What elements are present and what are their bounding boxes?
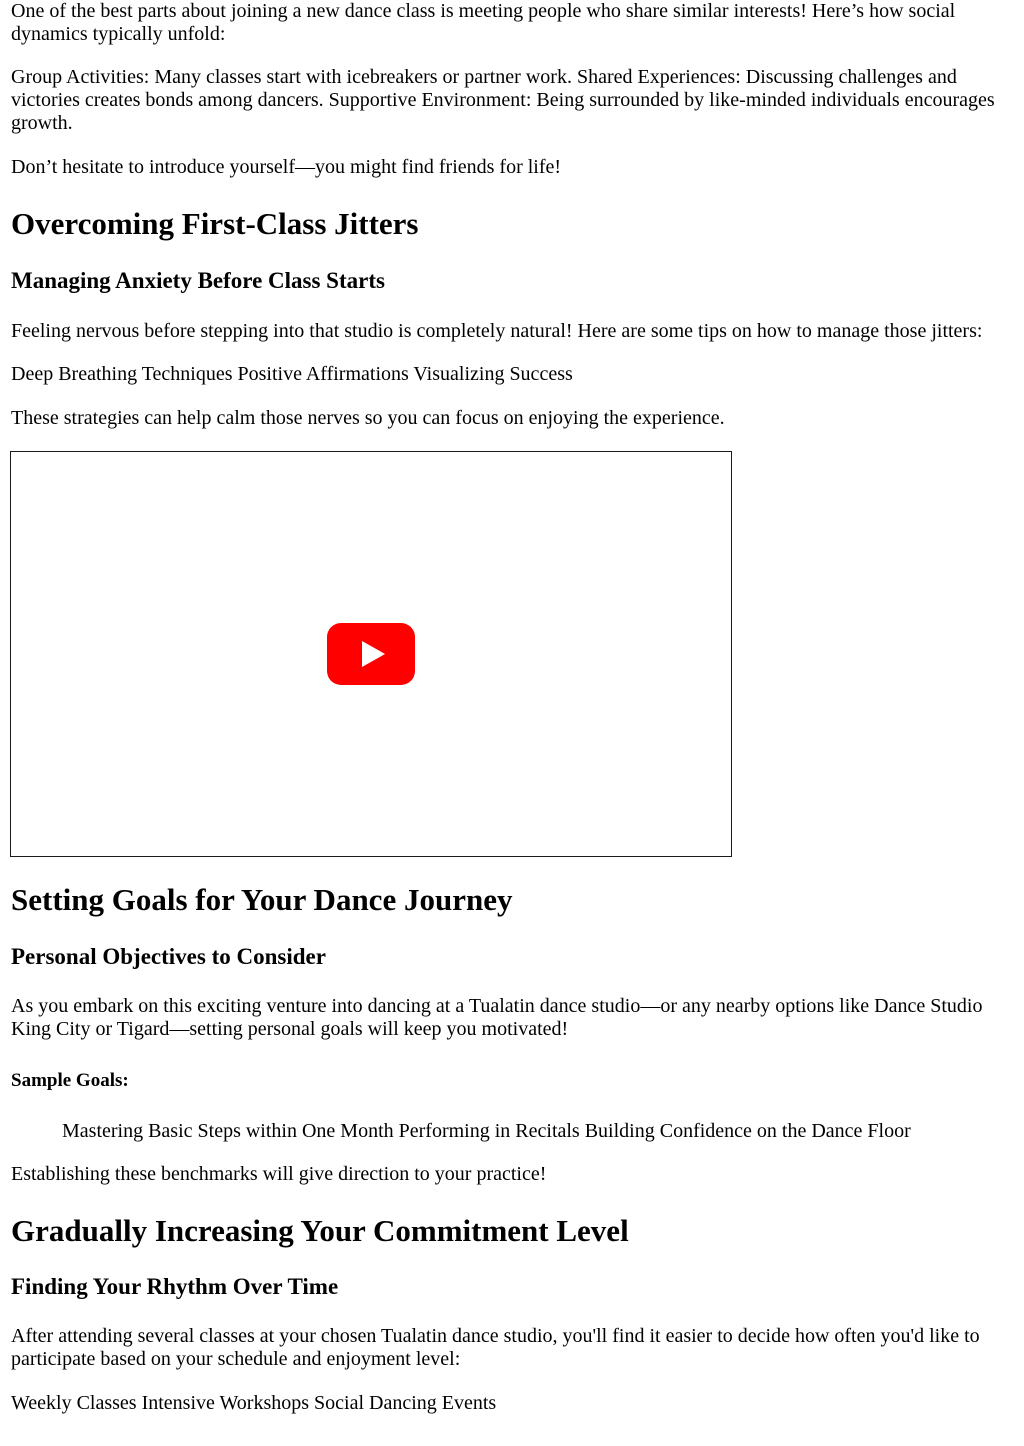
subheading-anxiety: Managing Anxiety Before Class Starts (11, 268, 385, 293)
commitment-paragraph-attending: After attending several classes at your chosen Tualatin dance studio, you'll find it easier to decide how often you'd like to participate based on your schedule and enjoyment level: (11, 1325, 980, 1370)
video-embed[interactable] (10, 451, 732, 857)
subheading-rhythm: Finding Your Rhythm Over Time (11, 1274, 339, 1299)
jitters-tips-list: Deep Breathing Techniques Positive Affirmations Visualizing Success (11, 363, 573, 385)
commitment-options-list: Weekly Classes Intensive Workshops Social Dancing Events (11, 1392, 497, 1414)
intro-paragraph-social: One of the best parts about joining a new dance class is meeting people who share similar interests! Here’s how social dynamics typically unfold: (11, 0, 956, 45)
heading-goals: Setting Goals for Your Dance Journey (11, 882, 513, 917)
sample-goals-list: Mastering Basic Steps within One Month Performing in Recitals Building Confidence on the Dance Floor (62, 1120, 911, 1142)
heading-commitment: Gradually Increasing Your Commitment Level (11, 1213, 629, 1248)
heading-jitters: Overcoming First-Class Jitters (11, 206, 419, 241)
jitters-paragraph-nervous: Feeling nervous before stepping into that studio is completely natural! Here are some tips on how to manage those jitters: (11, 320, 983, 342)
intro-paragraph-dynamics: Group Activities: Many classes start with icebreakers or partner work. Shared Experiences: Discussing challenges and victories creates bonds among dancers. Supportive Environment: Being surrounded by like-minded individuals encourages growth. (11, 66, 995, 134)
subheading-objectives: Personal Objectives to Consider (11, 944, 326, 969)
goals-paragraph-benchmarks: Establishing these benchmarks will give direction to your practice! (11, 1163, 547, 1185)
goals-paragraph-embark: As you embark on this exciting venture into dancing at a Tualatin dance studio—or any nearby options like Dance Studio King City or Tigard—setting personal goals will keep you motivated! (11, 995, 983, 1040)
play-button[interactable] (327, 623, 415, 685)
intro-paragraph-introduce: Don’t hesitate to introduce yourself—you might find friends for life! (11, 156, 562, 178)
jitters-paragraph-strategies: These strategies can help calm those nerves so you can focus on enjoying the experience. (11, 407, 725, 429)
sample-goals-heading: Sample Goals: (11, 1070, 129, 1091)
youtube-play-icon (327, 623, 415, 685)
